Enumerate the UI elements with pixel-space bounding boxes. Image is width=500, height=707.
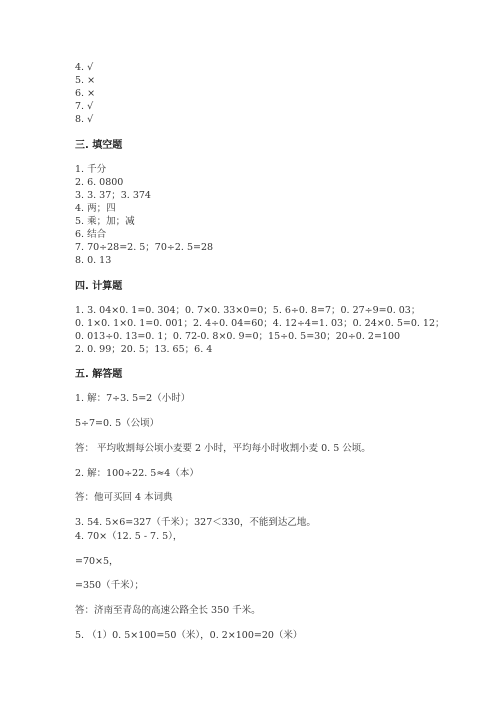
- fill-answer: 8. 0. 13: [75, 255, 112, 266]
- solve-line: 2. 解：100÷22. 5≈4（本）: [75, 468, 199, 479]
- solve-line: 答： 平均收割每公顷小麦要 2 小时，平均每小时收割小麦 0. 5 公顷。: [75, 443, 371, 454]
- solve-line: 答：他可买回 4 本词典: [75, 492, 173, 503]
- solve-line: 3. 54. 5×6=327（千米）；327＜330，不能到达乙地。: [75, 517, 316, 528]
- calc-line: 2. 0. 99；20. 5；13. 65；6. 4: [75, 344, 213, 355]
- solve-line: 5. （1）0. 5×100=50（米），0. 2×100=20（米）: [75, 630, 303, 641]
- section-title-solve: 五. 解答题: [75, 369, 123, 380]
- solve-line: 答：济南至青岛的高速公路全长 350 千米。: [75, 605, 261, 616]
- calc-line: 1. 3. 04×0. 1=0. 304；0. 7×0. 33×0=0；5. 6÷0. 8=7；0. 27÷9=0. 03；: [75, 305, 421, 316]
- judge-answer: 6. ×: [75, 88, 96, 99]
- solve-line: 5÷7=0. 5（公顷）: [75, 418, 160, 429]
- solve-line: =70×5，: [75, 556, 119, 567]
- fill-answer: 1. 千分: [75, 164, 107, 175]
- section-title-fill: 三. 填空题: [75, 140, 123, 151]
- fill-answer: 2. 6. 0800: [75, 177, 124, 188]
- fill-answer: 3. 3. 37；3. 374: [75, 190, 151, 201]
- solve-line: =350（千米）；: [75, 580, 144, 591]
- fill-answer: 6. 结合: [75, 229, 107, 240]
- calc-line: 0. 013÷0. 13=0. 1；0. 72-0. 8×0. 9=0；15÷0. 5=30；20÷0. 2=100: [75, 331, 401, 342]
- fill-answer: 7. 70÷28=2. 5；70÷2. 5=28: [75, 242, 214, 253]
- judge-answer: 5. ×: [75, 75, 96, 86]
- judge-answer: 8. √: [75, 114, 94, 125]
- judge-answer: 4. √: [75, 62, 94, 73]
- judge-answer: 7. √: [75, 101, 94, 112]
- fill-answer: 4. 两；四: [75, 203, 116, 214]
- calc-line: 0. 1×0. 1×0. 1=0. 001；2. 4÷0. 04=60；4. 12÷4=1. 03；0. 24×0. 5=0. 12；: [75, 318, 445, 329]
- solve-line: 4. 70×（12. 5 - 7. 5），: [75, 531, 183, 542]
- solve-line: 1. 解：7÷3. 5=2（小时）: [75, 393, 191, 404]
- section-title-calc: 四. 计算题: [75, 281, 123, 292]
- fill-answer: 5. 乘；加；减: [75, 216, 135, 227]
